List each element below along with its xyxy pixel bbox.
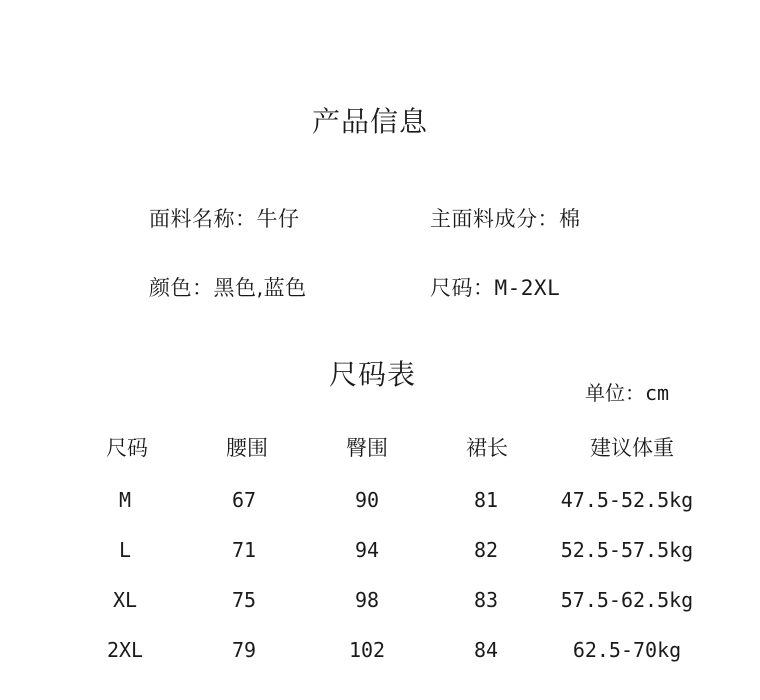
fabric-name-label: 面料名称： — [149, 207, 257, 231]
color-value: 黑色,蓝色 — [213, 276, 307, 300]
table-cell: 75 — [231, 588, 257, 612]
table-cell: 84 — [473, 638, 499, 662]
table-cell: 98 — [354, 588, 380, 612]
color-label: 颜色： — [149, 276, 214, 300]
header-size: 尺码 — [106, 436, 148, 460]
header-hip: 臀围 — [346, 436, 388, 460]
table-cell: 94 — [354, 538, 380, 562]
table-cell: 67 — [231, 488, 257, 512]
table-cell: 47.5-52.5kg — [560, 488, 694, 512]
unit-value: cm — [645, 381, 670, 405]
table-cell: M — [118, 488, 132, 512]
table-cell: 90 — [354, 488, 380, 512]
table-cell: 62.5-70kg — [572, 638, 682, 662]
table-cell: 102 — [348, 638, 386, 662]
fabric-name-value: 牛仔 — [256, 207, 300, 231]
table-cell: 79 — [231, 638, 257, 662]
size-range-label: 尺码： — [430, 276, 495, 300]
table-cell: 2XL — [106, 638, 144, 662]
main-fabric-label: 主面料成分： — [430, 207, 559, 231]
table-cell: 52.5-57.5kg — [560, 538, 694, 562]
size-chart-title: 尺码表 — [329, 358, 417, 391]
table-cell: 57.5-62.5kg — [560, 588, 694, 612]
fabric-name — [149, 203, 300, 233]
header-waist: 腰围 — [226, 436, 268, 460]
header-skirt-length: 裙长 — [466, 436, 508, 460]
size-range — [430, 272, 560, 302]
color — [149, 272, 307, 302]
main-fabric-value: 棉 — [559, 207, 581, 231]
table-cell: 71 — [231, 538, 257, 562]
product-info-title: 产品信息 — [312, 105, 429, 138]
size-range-value: M-2XL — [494, 276, 561, 300]
table-cell: L — [118, 538, 132, 562]
table-cell: 82 — [473, 538, 499, 562]
table-cell: XL — [112, 588, 138, 612]
table-cell: 81 — [473, 488, 499, 512]
unit-note — [585, 377, 669, 406]
table-cell: 83 — [473, 588, 499, 612]
unit-label: 单位： — [585, 381, 645, 405]
header-suggested-weight: 建议体重 — [590, 436, 674, 460]
main-fabric — [430, 203, 581, 233]
